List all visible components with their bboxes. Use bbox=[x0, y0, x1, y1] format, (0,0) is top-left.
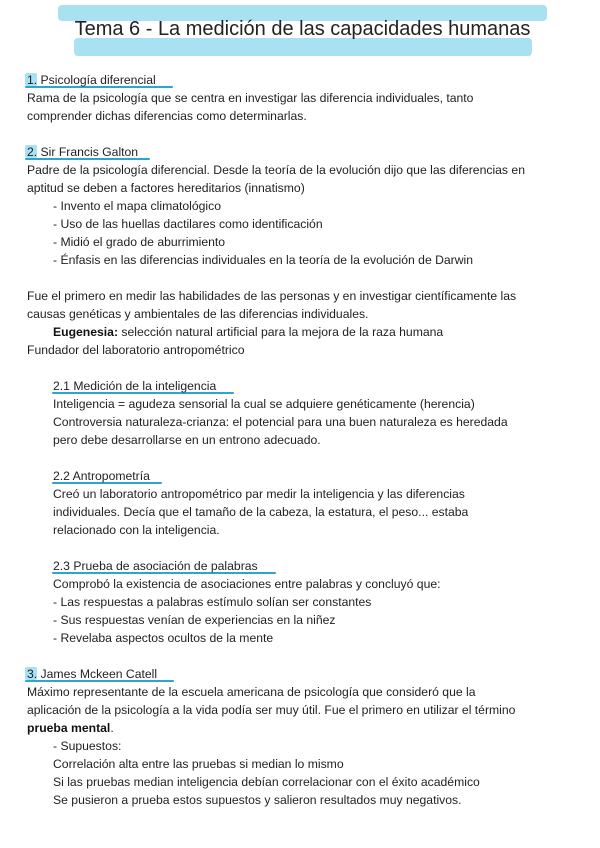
section-2-1-line-1: Inteligencia = agudeza sensorial la cual se adquiere genéticamente (herencia) bbox=[53, 397, 475, 411]
section-2-bullet-4: - Énfasis en las diferencias individuales en la teoría de la evolución de Darwin bbox=[53, 253, 474, 267]
section-1-line-2: comprender dichas diferencias como determinarlas. bbox=[27, 109, 307, 123]
section-2-1-heading: 2.1 Medición de la inteligencia bbox=[53, 379, 217, 393]
section-2-2-line-3: relacionado con la inteligencia. bbox=[53, 523, 220, 537]
section-2-1-line-2: Controversia naturaleza-crianza: el potencial para una buen naturaleza es heredada bbox=[53, 415, 508, 429]
supuestos-line-3: Se pusieron a prueba estos supuestos y salieron resultados muy negativos. bbox=[53, 793, 462, 807]
section-2-1-line-3: pero debe desarrollarse en un entrono adecuado. bbox=[53, 433, 321, 447]
section-3-line-1: Máximo representante de la escuela americana de psicología que consideró que la bbox=[27, 685, 476, 699]
section-2-3-line-2: - Las respuestas a palabras estímulo solían ser constantes bbox=[53, 595, 372, 609]
supuestos-line-2: Si las pruebas median inteligencia debían correlacionar con el éxito académico bbox=[53, 775, 480, 789]
section-2-number: 2. bbox=[27, 145, 38, 159]
title-block bbox=[58, 5, 547, 53]
section-1-heading bbox=[27, 71, 156, 89]
section-2-title: Sir Francis Galton bbox=[37, 145, 139, 159]
section-2-bullet-2: - Uso de las huellas dactilares como identificación bbox=[53, 217, 323, 231]
section-2-3-line-4: - Revelaba aspectos ocultos de la mente bbox=[53, 631, 274, 645]
section-3-title: James Mckeen Catell bbox=[37, 667, 158, 681]
section-3-heading bbox=[27, 665, 157, 683]
section-2-3-line-3: - Sus respuestas venían de experiencias en la niñez bbox=[53, 613, 336, 627]
section-3-line-3 bbox=[27, 719, 114, 737]
section-2-3-line-1: Comprobó la existencia de asociaciones entre palabras y concluyó que: bbox=[53, 577, 441, 591]
supuestos-label: - Supuestos: bbox=[53, 739, 122, 753]
eugenesia-label: Eugenesia: bbox=[53, 325, 119, 339]
section-3-number: 3. bbox=[27, 667, 38, 681]
section-1-number: 1. bbox=[27, 73, 38, 87]
fundador-line: Fundador del laboratorio antropométrico bbox=[27, 343, 245, 357]
section-2-heading bbox=[27, 143, 138, 161]
section-2-2-line-2: individuales. Decía que el tamaño de la cabeza, la estatura, el peso... estaba bbox=[53, 505, 469, 519]
eugenesia-line bbox=[53, 323, 443, 341]
eugenesia-text: selección natural artificial para la mejora de la raza humana bbox=[118, 325, 444, 339]
section-3-line-2: aplicación de la psicología a la vida podía ser muy útil. Fue el primero en utilizar el término bbox=[27, 703, 516, 717]
section-2-bullet-1: - Invento el mapa climatológico bbox=[53, 199, 222, 213]
section-2-para2-line-1: Fue el primero en medir las habilidades de las personas y en investigar científicamente las bbox=[27, 289, 517, 303]
section-1-line-1: Rama de la psicología que se centra en investigar las diferencia individuales, tanto bbox=[27, 91, 474, 105]
section-2-para2-line-2: causas genéticas y ambientales de las diferencias individuales. bbox=[27, 307, 369, 321]
section-2-bullet-3: - Midió el grado de aburrimiento bbox=[53, 235, 226, 249]
prueba-mental-term: prueba mental bbox=[27, 721, 111, 735]
section-2-2-heading: 2.2 Antropometría bbox=[53, 469, 150, 483]
section-2-line-1: Padre de la psicología diferencial. Desde la teoría de la evolución dijo que las diferencias en bbox=[27, 163, 525, 177]
prueba-mental-suffix: . bbox=[110, 721, 114, 735]
section-2-3-heading: 2.3 Prueba de asociación de palabras bbox=[53, 559, 258, 573]
section-2-2-line-1: Creó un laboratorio antropométrico par medir la inteligencia y las diferencias bbox=[53, 487, 465, 501]
section-1-title: Psicología diferencial bbox=[37, 73, 156, 87]
section-2-line-2: aptitud se deben a factores hereditarios (innatismo) bbox=[27, 181, 305, 195]
page-title: Tema 6 - La medición de las capacidades humanas bbox=[74, 18, 531, 40]
supuestos-line-1: Correlación alta entre las pruebas si median lo mismo bbox=[53, 757, 344, 771]
